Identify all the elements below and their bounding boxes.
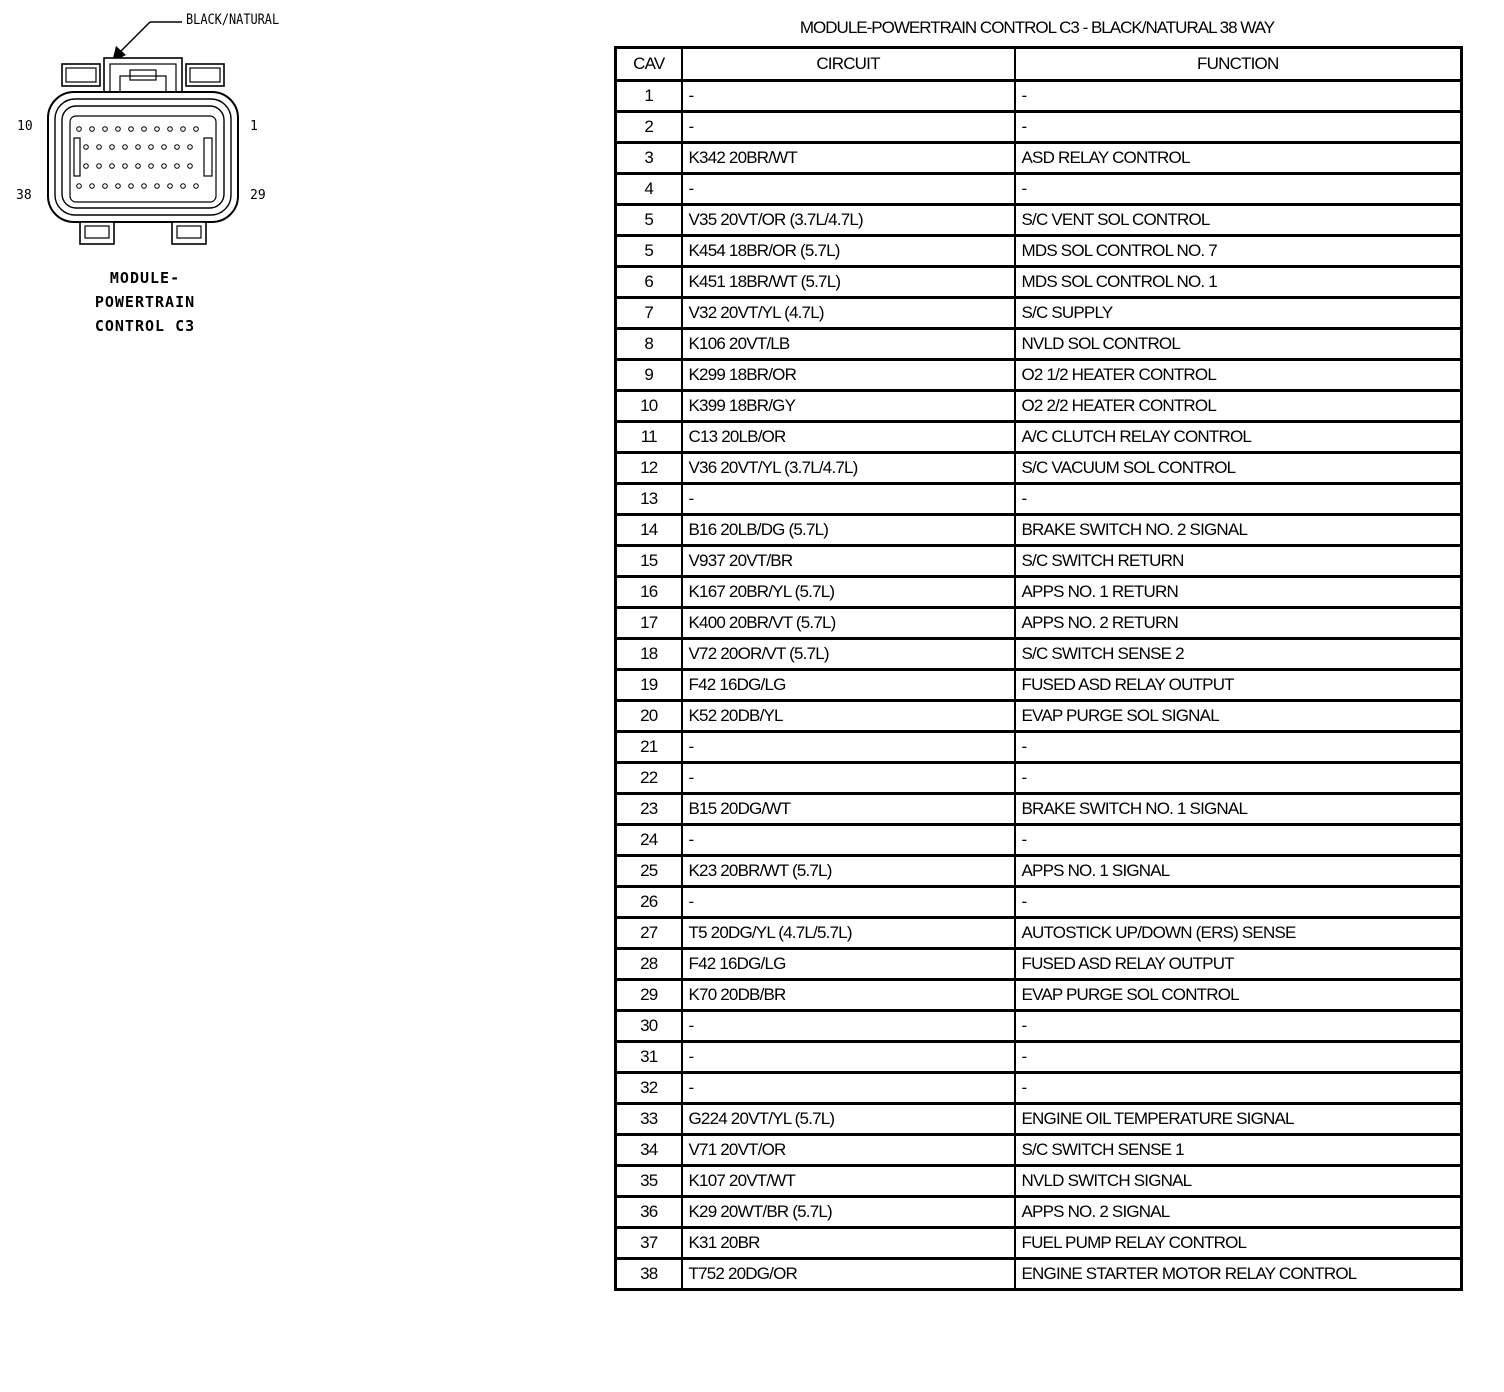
table-row (616, 732, 1462, 763)
circuit-cell: V32 20VT/YL (4.7L) (682, 298, 1015, 329)
circuit-cell: K399 18BR/GY (682, 391, 1015, 422)
circuit-cell: K299 18BR/OR (682, 360, 1015, 391)
circuit-cell: K31 20BR (682, 1228, 1015, 1259)
function-cell: FUEL PUMP RELAY CONTROL (1015, 1228, 1462, 1259)
cav-cell: 28 (616, 949, 682, 980)
table-row (616, 143, 1462, 174)
table-row (616, 794, 1462, 825)
cav-cell: 13 (616, 484, 682, 515)
function-cell: ENGINE STARTER MOTOR RELAY CONTROL (1015, 1259, 1462, 1290)
header-cav: CAV (616, 48, 682, 81)
cav-cell: 21 (616, 732, 682, 763)
table-row (616, 174, 1462, 205)
table-row (616, 1166, 1462, 1197)
pin-label-29: 29 (250, 188, 266, 203)
cav-cell: 3 (616, 143, 682, 174)
table-row (616, 484, 1462, 515)
function-cell: S/C VENT SOL CONTROL (1015, 205, 1462, 236)
connector-color-label: BLACK/NATURAL (186, 12, 280, 28)
table-row (616, 360, 1462, 391)
cav-cell: 31 (616, 1042, 682, 1073)
function-cell: S/C SWITCH SENSE 2 (1015, 639, 1462, 670)
function-cell: EVAP PURGE SOL CONTROL (1015, 980, 1462, 1011)
circuit-cell: - (682, 174, 1015, 205)
circuit-cell: - (682, 763, 1015, 794)
circuit-cell: K342 20BR/WT (682, 143, 1015, 174)
function-cell: BRAKE SWITCH NO. 1 SIGNAL (1015, 794, 1462, 825)
table-row (616, 422, 1462, 453)
cav-cell: 15 (616, 546, 682, 577)
cav-cell: 29 (616, 980, 682, 1011)
circuit-cell: V71 20VT/OR (682, 1135, 1015, 1166)
circuit-cell: T752 20DG/OR (682, 1259, 1015, 1290)
circuit-cell: K23 20BR/WT (5.7L) (682, 856, 1015, 887)
circuit-cell: - (682, 732, 1015, 763)
cav-cell: 7 (616, 298, 682, 329)
function-cell: - (1015, 887, 1462, 918)
function-cell: S/C VACUUM SOL CONTROL (1015, 453, 1462, 484)
table-row (616, 1073, 1462, 1104)
cav-cell: 23 (616, 794, 682, 825)
table-row (616, 980, 1462, 1011)
circuit-cell: F42 16DG/LG (682, 949, 1015, 980)
table-header-row (616, 48, 1462, 81)
circuit-cell: - (682, 825, 1015, 856)
circuit-cell: B16 20LB/DG (5.7L) (682, 515, 1015, 546)
circuit-cell: V35 20VT/OR (3.7L/4.7L) (682, 205, 1015, 236)
table-row (616, 236, 1462, 267)
function-cell: NVLD SWITCH SIGNAL (1015, 1166, 1462, 1197)
circuit-cell: - (682, 1011, 1015, 1042)
table-row (616, 267, 1462, 298)
cav-cell: 8 (616, 329, 682, 360)
function-cell: - (1015, 1011, 1462, 1042)
cav-cell: 38 (616, 1259, 682, 1290)
table-row (616, 763, 1462, 794)
circuit-cell: V36 20VT/YL (3.7L/4.7L) (682, 453, 1015, 484)
table-row (616, 205, 1462, 236)
function-cell: - (1015, 81, 1462, 112)
circuit-cell: V72 20OR/VT (5.7L) (682, 639, 1015, 670)
cav-cell: 19 (616, 670, 682, 701)
function-cell: - (1015, 1073, 1462, 1104)
table-row (616, 887, 1462, 918)
connector-name: MODULE- POWERTRAIN CONTROL C3 (94, 269, 196, 335)
connector-face-icon (0, 0, 320, 260)
function-cell: MDS SOL CONTROL NO. 7 (1015, 236, 1462, 267)
cav-cell: 25 (616, 856, 682, 887)
table-row (616, 856, 1462, 887)
circuit-cell: V937 20VT/BR (682, 546, 1015, 577)
function-cell: - (1015, 112, 1462, 143)
function-cell: - (1015, 1042, 1462, 1073)
table-row (616, 701, 1462, 732)
cav-cell: 2 (616, 112, 682, 143)
table-row (616, 577, 1462, 608)
circuit-cell: - (682, 887, 1015, 918)
circuit-cell: K106 20VT/LB (682, 329, 1015, 360)
function-cell: AUTOSTICK UP/DOWN (ERS) SENSE (1015, 918, 1462, 949)
function-cell: APPS NO. 2 SIGNAL (1015, 1197, 1462, 1228)
function-cell: S/C SUPPLY (1015, 298, 1462, 329)
function-cell: - (1015, 174, 1462, 205)
table-body (616, 81, 1462, 1290)
function-cell: BRAKE SWITCH NO. 2 SIGNAL (1015, 515, 1462, 546)
table-row (616, 1197, 1462, 1228)
cav-cell: 20 (616, 701, 682, 732)
cav-cell: 16 (616, 577, 682, 608)
function-cell: APPS NO. 1 RETURN (1015, 577, 1462, 608)
circuit-cell: K454 18BR/OR (5.7L) (682, 236, 1015, 267)
cav-cell: 12 (616, 453, 682, 484)
function-cell: O2 2/2 HEATER CONTROL (1015, 391, 1462, 422)
cav-cell: 10 (616, 391, 682, 422)
function-cell: ENGINE OIL TEMPERATURE SIGNAL (1015, 1104, 1462, 1135)
function-cell: APPS NO. 1 SIGNAL (1015, 856, 1462, 887)
cav-cell: 24 (616, 825, 682, 856)
cav-cell: 32 (616, 1073, 682, 1104)
pin-label-38: 38 (16, 188, 32, 203)
circuit-cell: - (682, 1073, 1015, 1104)
pinout-table (614, 46, 1463, 1291)
circuit-cell: - (682, 112, 1015, 143)
cav-cell: 27 (616, 918, 682, 949)
table-row (616, 918, 1462, 949)
cav-cell: 30 (616, 1011, 682, 1042)
table-row (616, 639, 1462, 670)
table-row (616, 949, 1462, 980)
table-title: MODULE-POWERTRAIN CONTROL C3 - BLACK/NATURAL 38 WAY (799, 18, 1275, 37)
cav-cell: 37 (616, 1228, 682, 1259)
circuit-cell: C13 20LB/OR (682, 422, 1015, 453)
circuit-cell: B15 20DG/WT (682, 794, 1015, 825)
circuit-cell: - (682, 484, 1015, 515)
cav-cell: 18 (616, 639, 682, 670)
table-row (616, 1228, 1462, 1259)
circuit-cell: F42 16DG/LG (682, 670, 1015, 701)
header-circuit: CIRCUIT (682, 48, 1015, 81)
circuit-cell: K52 20DB/YL (682, 701, 1015, 732)
table-row (616, 825, 1462, 856)
table-row (616, 1042, 1462, 1073)
function-cell: - (1015, 825, 1462, 856)
cav-cell: 5 (616, 236, 682, 267)
function-cell: S/C SWITCH SENSE 1 (1015, 1135, 1462, 1166)
cav-cell: 14 (616, 515, 682, 546)
cav-cell: 36 (616, 1197, 682, 1228)
cav-cell: 4 (616, 174, 682, 205)
function-cell: EVAP PURGE SOL SIGNAL (1015, 701, 1462, 732)
table-row (616, 453, 1462, 484)
table-row (616, 1011, 1462, 1042)
circuit-cell: K167 20BR/YL (5.7L) (682, 577, 1015, 608)
function-cell: NVLD SOL CONTROL (1015, 329, 1462, 360)
table-row (616, 1135, 1462, 1166)
connector-diagram (0, 0, 320, 350)
table-row (616, 391, 1462, 422)
cav-cell: 9 (616, 360, 682, 391)
cav-cell: 17 (616, 608, 682, 639)
cav-cell: 33 (616, 1104, 682, 1135)
table-row (616, 1259, 1462, 1290)
circuit-cell: G224 20VT/YL (5.7L) (682, 1104, 1015, 1135)
table-row (616, 329, 1462, 360)
function-cell: FUSED ASD RELAY OUTPUT (1015, 949, 1462, 980)
table-row (616, 546, 1462, 577)
cav-cell: 6 (616, 267, 682, 298)
function-cell: O2 1/2 HEATER CONTROL (1015, 360, 1462, 391)
function-cell: ASD RELAY CONTROL (1015, 143, 1462, 174)
function-cell: - (1015, 732, 1462, 763)
function-cell: S/C SWITCH RETURN (1015, 546, 1462, 577)
cav-cell: 11 (616, 422, 682, 453)
function-cell: A/C CLUTCH RELAY CONTROL (1015, 422, 1462, 453)
table-row (616, 112, 1462, 143)
table-row (616, 515, 1462, 546)
function-cell: APPS NO. 2 RETURN (1015, 608, 1462, 639)
function-cell: - (1015, 763, 1462, 794)
circuit-cell: K451 18BR/WT (5.7L) (682, 267, 1015, 298)
circuit-cell: K400 20BR/VT (5.7L) (682, 608, 1015, 639)
cav-cell: 34 (616, 1135, 682, 1166)
pin-label-1: 1 (250, 119, 258, 134)
table-row (616, 1104, 1462, 1135)
header-function: FUNCTION (1015, 48, 1462, 81)
circuit-cell: - (682, 1042, 1015, 1073)
pin-label-10: 10 (17, 119, 33, 134)
cav-cell: 35 (616, 1166, 682, 1197)
table-row (616, 608, 1462, 639)
circuit-cell: K70 20DB/BR (682, 980, 1015, 1011)
circuit-cell: T5 20DG/YL (4.7L/5.7L) (682, 918, 1015, 949)
cav-cell: 5 (616, 205, 682, 236)
circuit-cell: K29 20WT/BR (5.7L) (682, 1197, 1015, 1228)
cav-cell: 22 (616, 763, 682, 794)
cav-cell: 1 (616, 81, 682, 112)
table-row (616, 298, 1462, 329)
circuit-cell: - (682, 81, 1015, 112)
table-row (616, 670, 1462, 701)
cav-cell: 26 (616, 887, 682, 918)
table-row (616, 81, 1462, 112)
function-cell: - (1015, 484, 1462, 515)
circuit-cell: K107 20VT/WT (682, 1166, 1015, 1197)
function-cell: FUSED ASD RELAY OUTPUT (1015, 670, 1462, 701)
function-cell: MDS SOL CONTROL NO. 1 (1015, 267, 1462, 298)
